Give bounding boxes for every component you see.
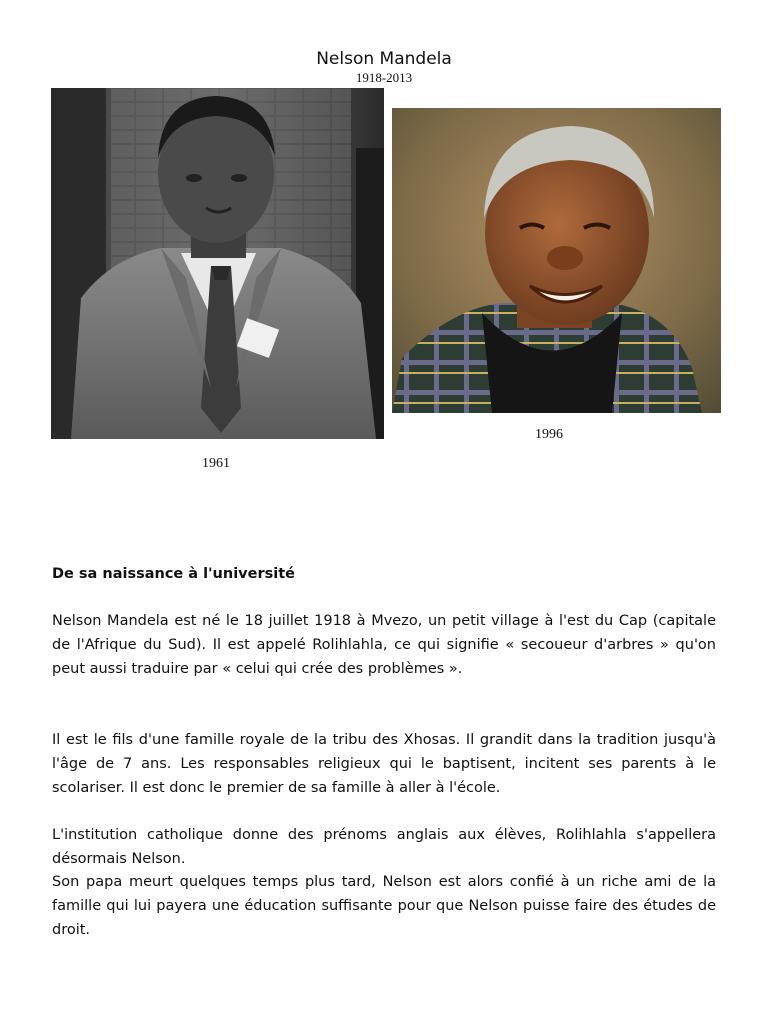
paragraph-school-name <box>52 824 716 872</box>
paragraph-text: Il est le fils d'une famille royale de la tribu des Xhosas. Il grandit dans la tradition jusqu'à l'âge de 7 ans. Les responsables religieux qui le baptisent, incitent ses parents à le scolariser. Il est donc le premier de sa famille à aller à l'école. <box>52 732 716 796</box>
photo-1996 <box>392 108 721 413</box>
paragraph-text: L'institution catholique donne des prénoms anglais aux élèves, Rolihlahla s'appellera désormais Nelson. <box>52 827 716 867</box>
life-years: 1918-2013 <box>355 70 413 85</box>
paragraph-father <box>52 871 716 942</box>
photo-1961 <box>51 88 384 439</box>
photo-caption-1961: 1961 <box>202 456 230 471</box>
page-title: Nelson Mandela <box>316 49 452 69</box>
paragraph-birth <box>52 610 716 681</box>
paragraph-text: Son papa meurt quelques temps plus tard, Nelson est alors confié à un riche ami de la famille qui lui payera une éducation suffisante pour que Nelson puisse faire des études de droit. <box>52 874 716 938</box>
paragraph-family <box>52 729 716 800</box>
photo-caption-1996: 1996 <box>535 427 563 442</box>
section-heading: De sa naissance à l'université <box>52 566 295 582</box>
paragraph-text: Nelson Mandela est né le 18 juillet 1918 à Mvezo, un petit village à l'est du Cap (capitale de l'Afrique du Sud). Il est appelé Rolihlahla, ce qui signifie « secoueur d'arbres » qu'on peut aussi traduire par « celui qui crée des problèmes ». <box>52 613 716 677</box>
